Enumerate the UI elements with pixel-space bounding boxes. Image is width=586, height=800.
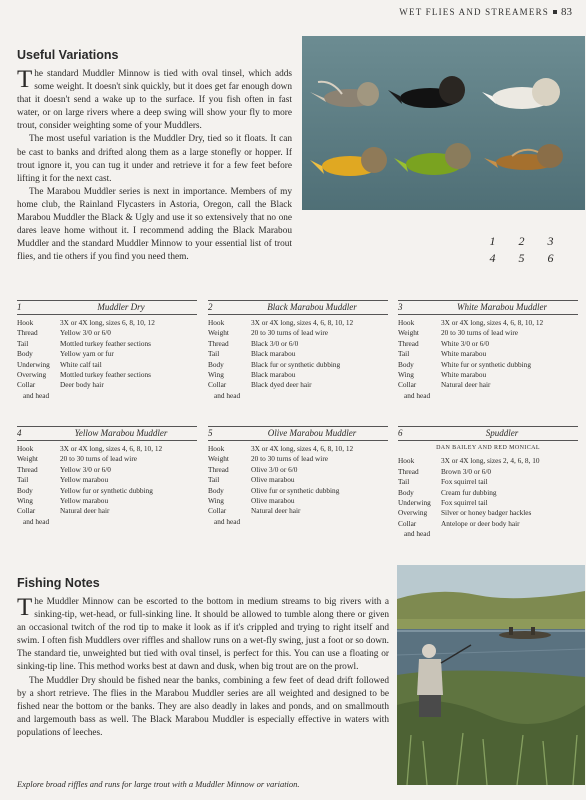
recipe-title: Olive Marabou Muddler [267,428,357,438]
recipe-row [17,517,197,527]
recipe-header [398,426,578,441]
paragraph: The most useful variation is the Muddler Dry, tied so it floats. It can be cast to banks and drifted along them as a large stonefly or hopper. If trout ignore it, you can tug it under and retrieve it for a few feet before lifting it for the next cast. [17,134,292,184]
recipe-field-value: Fox squirrel tail [441,477,488,487]
recipe-field-label: Body [208,485,224,495]
paragraph: The Muddler Dry should be fished near the banks, combining a few feet of dead drift followed by a short retrieve. The flies in the Marabou Muddler series are all weighted and designed to be fished near the bottom or the banks. They are also deadly in lakes and ponds, and on smallmouth and largemouth bass as well. The Black Marabou Muddler is especially effective in waters with populations of leeches. [17,675,389,738]
recipe-field-value: Natural deer hair [251,506,301,516]
recipe-row [208,506,388,516]
recipe-block [398,300,578,401]
recipe-field-value: White 3/0 or 6/0 [441,338,490,348]
recipe-field-value: Mottled turkey feather sections [60,338,151,348]
recipe-field-value: Natural deer hair [60,506,110,516]
recipe-row [208,391,388,401]
recipe-field-label: Tail [398,477,410,487]
fishing-notes-heading: Fishing Notes [17,576,100,590]
recipe-field-label: Hook [17,318,34,327]
recipe-field-label: Thread [208,464,229,474]
recipe-block [17,426,197,527]
recipe-field-label: Wing [208,370,224,380]
recipe-field-label: Hook [398,318,415,327]
recipe-field-value: Mottled turkey feather sections [60,370,151,380]
recipe-row [17,339,197,349]
recipe-block [208,300,388,401]
recipe-row [208,486,388,496]
recipe-row [208,380,388,390]
recipe-field-label: Hook [398,456,415,466]
recipe-row [398,498,578,508]
recipe-field-label: Thread [398,466,419,476]
recipe-number: 1 [17,302,22,312]
photo-number: 3 [547,234,554,248]
recipe-title: Yellow Marabou Muddler [74,428,168,438]
recipe-field-label: Body [17,485,33,495]
recipe-field-value [447,391,578,401]
recipe-row [17,370,197,380]
fishing-notes-text [17,596,389,740]
recipe-row [398,456,578,466]
drop-cap: T [17,594,33,621]
recipe-field-label: and head [404,390,431,400]
recipe-row [208,465,388,475]
recipe-field-label: Collar [17,380,36,390]
recipe-title: Black Marabou Muddler [267,302,357,312]
recipe-row [208,475,388,485]
recipe-number: 6 [398,428,403,438]
recipe-field-label: Underwing [398,498,431,508]
recipe-field-label: Thread [208,338,229,348]
recipe-field-value: Yellow 3/0 or 6/0 [60,328,111,338]
recipe-row [398,370,578,380]
recipe-field-value: Fox squirrel tail [441,498,488,508]
recipe-field-value: Black 3/0 or 6/0 [251,338,299,348]
recipe-title: Spuddler [485,428,519,438]
recipe-field-label: Tail [17,475,29,485]
recipe-block [208,426,388,527]
recipe-row [17,318,197,328]
recipe-field-label: Thread [398,338,419,348]
recipe-field-value: White marabou [441,370,487,380]
recipe-field-label: Wing [398,370,414,380]
recipe-row [398,328,578,338]
separator-square-icon [553,10,557,14]
recipe-field-label: Thread [17,328,38,338]
recipe-field-label: Tail [208,349,220,359]
recipe-field-label: Hook [208,444,225,453]
recipe-field-value: Deer body hair [60,380,104,390]
recipe-title: White Marabou Muddler [457,302,547,312]
recipe-number: 3 [398,302,403,312]
recipe-field-value: Brown 3/0 or 6/0 [441,466,492,476]
recipe-row [208,517,388,527]
recipe-row [17,349,197,359]
recipe-row [398,391,578,401]
recipe-field-value: Yellow yarn or fur [60,349,114,359]
recipe-block [398,426,578,540]
recipe-field-value: Black dyed deer hair [251,380,312,390]
recipe-row [398,519,578,529]
page-number: 83 [561,6,572,18]
recipe-number: 5 [208,428,213,438]
recipe-field-value: 20 to 30 turns of lead wire [441,328,519,338]
recipe-row [208,454,388,464]
recipe-field-label: Wing [208,496,224,506]
recipe-field-value: Silver or honey badger hackles [441,508,532,518]
recipe-field-label: Hook [17,444,34,453]
recipe-field-label: Thread [17,464,38,474]
recipe-row [17,486,197,496]
recipe-field-value: Olive 3/0 or 6/0 [251,464,298,474]
recipe-field-label: Weight [17,454,38,464]
paragraph: The Marabou Muddler series is next in importance. Members of my home club, the Rainland Flycasters in Astoria, Oregon, call the Black Marabou Muddler the Black & Ugly and use it so extensively that no one dares leave home without it. I recommend adding the Black Marabou Muddler and the standard Muddler Minnow to your essential list of trout flies, and tie others if you find you need them. [17,186,292,263]
recipe-field-value: 3X or 4X long, sizes 2, 4, 6, 8, 10 [441,456,540,466]
recipe-field-label: and head [404,529,431,539]
recipe-row [398,488,578,498]
section-title: WET FLIES AND STREAMERS [399,7,549,17]
recipe-field-value: Natural deer hair [441,380,491,390]
recipe-field-label: Overwing [17,370,47,380]
photo-number: 2 [518,234,525,248]
recipe-row [208,370,388,380]
recipe-field-value: 3X or 4X long, sizes 4, 6, 8, 10, 12 [60,444,163,453]
recipe-row [208,318,388,328]
recipe-row [398,380,578,390]
recipe-field-value [66,391,197,401]
recipe-row [208,444,388,454]
paragraph-text: he Muddler Minnow can be escorted to the bottom in medium streams to big rivers with a sinking-tip, wet-head, or full-sinking line. It should be allowed to tumble along there or given an occasional twitch of the rod tip to make it look as if it's crippled and trying to right itself and swim. I often fish Muddlers over riffles and shallow runs on a wet-fly swing, just a foot or so down. The standard tie, unweighted but tied with oval tinsel, is perfect for this. You can use a floating or sinking-tip line. This method works best at dawn and dusk, when big trout are on the prowl. [17,597,389,673]
recipe-row [17,380,197,390]
recipe-header [398,300,578,315]
recipe-number: 2 [208,302,213,312]
recipe-field-value: Olive fur or synthetic dubbing [251,485,340,495]
recipe-row [208,496,388,506]
recipe-field-value: 20 to 30 turns of lead wire [251,328,329,338]
recipe-field-label: Collar [208,380,227,390]
recipe-field-value: White calf tail [60,359,102,369]
recipe-row [398,467,578,477]
flies-photo [302,36,585,210]
recipe-field-label: Tail [17,338,29,348]
recipe-field-label: Hook [208,318,225,327]
recipe-field-label: Collar [398,380,417,390]
photo-number: 6 [547,251,554,265]
recipe-field-value: 3X or 4X long, sizes 4, 6, 8, 10, 12 [251,318,354,327]
recipe-field-value: 3X or 4X long, sizes 4, 6, 8, 10, 12 [251,444,354,453]
recipe-row [208,339,388,349]
recipe-title: Muddler Dry [97,302,145,312]
photo-number: 5 [518,251,525,265]
recipe-field-label: Body [208,359,224,369]
recipe-field-label: Collar [17,506,36,516]
recipe-field-value: Olive marabou [251,475,295,485]
recipe-field-label: Body [398,359,414,369]
recipe-row [208,349,388,359]
recipe-field-value: 3X or 4X long, sizes 4, 6, 8, 10, 12 [441,318,544,327]
recipe-field-label: and head [214,390,241,400]
useful-variations-heading: Useful Variations [17,48,119,62]
recipe-field-value: Yellow marabou [60,496,109,506]
recipe-field-label: Overwing [398,508,428,518]
recipe-field-value [66,517,197,527]
recipe-field-value: Black fur or synthetic dubbing [251,359,341,369]
recipe-header [17,300,197,315]
recipe-row [17,506,197,516]
recipe-row [17,496,197,506]
recipe-row [398,318,578,328]
recipe-field-value [447,529,578,539]
recipe-row [398,529,578,539]
recipe-field-label: Tail [398,349,410,359]
recipe-field-value: Olive marabou [251,496,295,506]
recipe-field-value: Cream fur dubbing [441,487,497,497]
recipe-field-value: Yellow fur or synthetic dubbing [60,485,153,495]
running-header [399,6,572,18]
recipe-row [398,349,578,359]
photo-number: 4 [489,251,496,265]
recipe-row [208,360,388,370]
recipe-row [17,360,197,370]
recipe-number: 4 [17,428,22,438]
recipe-field-value: Black marabou [251,370,296,380]
recipe-block [17,300,197,401]
paragraph [17,596,389,675]
recipe-header [17,426,197,441]
recipe-field-label: Underwing [17,359,50,369]
recipe-field-value: Yellow marabou [60,475,109,485]
recipe-row [17,475,197,485]
recipe-header [208,426,388,441]
recipe-field-label: Weight [208,328,229,338]
photo-caption: Explore broad riffles and runs for large trout with a Muddler Minnow or variation. [17,779,300,789]
recipe-field-label: Tail [208,475,220,485]
recipe-row [398,508,578,518]
recipe-field-label: Collar [208,506,227,516]
recipe-row [17,328,197,338]
recipe-row [398,360,578,370]
recipe-field-label: Wing [17,496,33,506]
recipe-row [398,339,578,349]
recipe-row [17,444,197,454]
recipe-field-label: Body [398,487,414,497]
recipe-field-value [257,517,388,527]
recipe-tier: DAN BAILEY AND RED MONICAL [436,445,540,451]
recipe-field-label: Collar [398,518,417,528]
recipe-field-label: and head [214,516,241,526]
recipe-row [398,477,578,487]
recipe-row [17,391,197,401]
recipe-row [208,328,388,338]
recipe-row [17,465,197,475]
recipe-header [208,300,388,315]
recipe-field-value: 20 to 30 turns of lead wire [60,454,138,464]
recipe-field-value: White marabou [441,349,487,359]
recipe-field-value: Yellow 3/0 or 6/0 [60,464,111,474]
river-angler-photo [397,565,585,785]
recipe-field-label: Body [17,349,33,359]
recipe-field-label: Weight [208,454,229,464]
drop-cap: T [17,66,33,93]
photo-number-key [478,233,568,267]
recipe-field-value: Antelope or deer body hair [441,518,520,528]
recipe-field-label: and head [23,390,50,400]
useful-variations-text [17,68,292,264]
recipe-field-value: White fur or synthetic dubbing [441,359,531,369]
photo-number: 1 [489,234,496,248]
paragraph [17,68,292,133]
paragraph-text: he standard Muddler Minnow is tied with oval tinsel, which adds some weight. It doesn't sink quickly, but it does get far enough down that it doesn't send a wake up to the surface. If you fish often in fast water, or on large rivers where a deep swing will show your fly to more trout, consider weighting some of your Muddlers. [17,69,292,132]
recipe-field-value: Black marabou [251,349,296,359]
recipe-field-value: 20 to 30 turns of lead wire [251,454,329,464]
recipe-field-label: and head [23,516,50,526]
recipe-field-value [257,391,388,401]
recipe-row [17,454,197,464]
recipe-field-label: Weight [398,328,419,338]
recipe-field-value: 3X or 4X long, sizes 6, 8, 10, 12 [60,318,155,327]
